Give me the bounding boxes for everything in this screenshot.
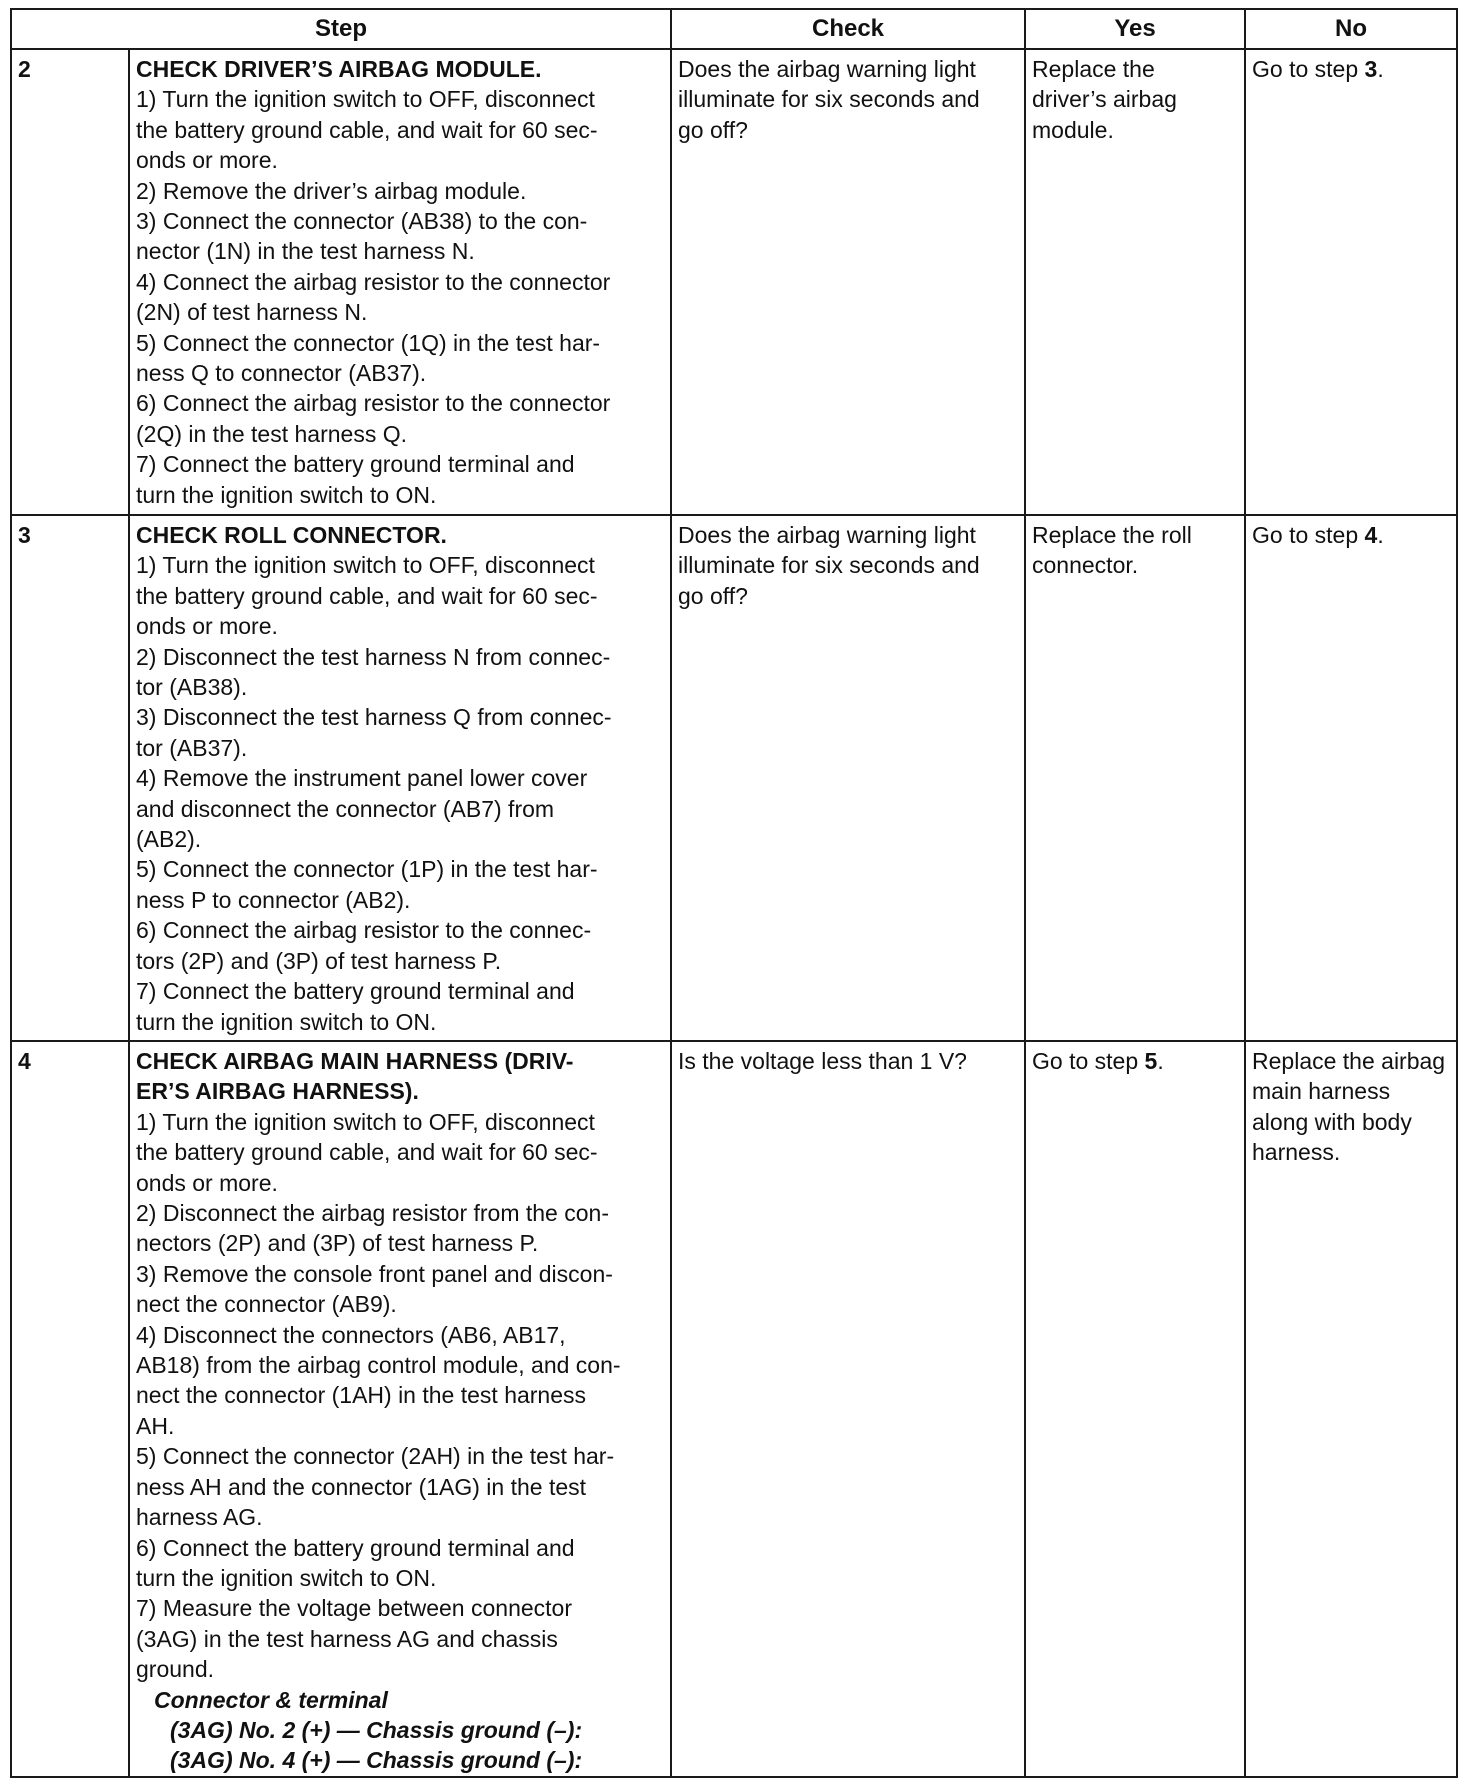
step-number: 4 <box>11 1041 129 1777</box>
instruction-line: 2) Remove the driver’s airbag module. <box>136 177 527 204</box>
instruction-line: 4) Connect the airbag resistor to the connector <box>136 268 611 295</box>
instruction-line: 7) Measure the voltage between connector <box>136 1595 572 1622</box>
check-line: illuminate for six seconds and <box>678 552 980 579</box>
instruction-line: 1) Turn the ignition switch to OFF, disconnect <box>136 86 595 113</box>
instruction-line: tor (AB37). <box>136 734 248 761</box>
no-suffix: . <box>1377 56 1384 82</box>
instruction-line: 1) Turn the ignition switch to OFF, disconnect <box>136 552 595 579</box>
table-row <box>11 1041 1457 1777</box>
step-instructions <box>129 515 671 1041</box>
no-cell <box>1245 515 1457 1041</box>
instruction-line: 5) Connect the connector (1Q) in the test har- <box>136 329 601 356</box>
instruction-line: 7) Connect the battery ground terminal and <box>136 978 575 1005</box>
no-text: Go to step <box>1252 522 1365 548</box>
instruction-line: (2N) of test harness N. <box>136 299 368 326</box>
yes-cell <box>1025 49 1245 515</box>
no-line: harness. <box>1252 1139 1341 1166</box>
instruction-line: ness AH and the connector (1AG) in the test <box>136 1473 587 1500</box>
instruction-line: tors (2P) and (3P) of test harness P. <box>136 947 502 974</box>
step-title: ER’S AIRBAG HARNESS). <box>136 1078 419 1105</box>
step-title: CHECK DRIVER’S AIRBAG MODULE. <box>136 56 542 82</box>
step-instructions <box>129 1041 671 1777</box>
step-instructions <box>129 49 671 515</box>
instruction-line: 4) Remove the instrument panel lower cover <box>136 765 588 792</box>
check-line: Does the airbag warning light <box>678 522 976 548</box>
instruction-line: the battery ground cable, and wait for 60 sec- <box>136 1139 598 1166</box>
step-title: CHECK AIRBAG MAIN HARNESS (DRIV- <box>136 1048 574 1074</box>
check-cell <box>671 1041 1025 1777</box>
instruction-line: AB18) from the airbag control module, and con- <box>136 1352 621 1379</box>
connector-terminal-heading: Connector & terminal <box>154 1686 388 1713</box>
instruction-line: AH. <box>136 1412 175 1439</box>
no-step-ref: 3 <box>1364 56 1378 82</box>
instruction-line: the battery ground cable, and wait for 60 sec- <box>136 116 598 143</box>
yes-suffix: . <box>1157 1048 1164 1074</box>
instruction-line: (3AG) in the test harness AG and chassis <box>136 1625 558 1652</box>
check-line: illuminate for six seconds and <box>678 86 980 113</box>
instruction-line: nect the connector (AB9). <box>136 1291 397 1318</box>
yes-line: module. <box>1032 116 1114 143</box>
yes-text: Go to step <box>1032 1048 1145 1074</box>
instruction-line: 3) Connect the connector (AB38) to the con- <box>136 208 588 235</box>
instruction-line: 6) Connect the airbag resistor to the connec- <box>136 917 592 944</box>
instruction-line: 7) Connect the battery ground terminal and <box>136 451 575 478</box>
instruction-line: (AB2). <box>136 826 202 853</box>
no-cell <box>1245 1041 1457 1777</box>
instruction-line: turn the ignition switch to ON. <box>136 1008 437 1035</box>
instruction-line: and disconnect the connector (AB7) from <box>136 795 555 822</box>
yes-line: driver’s airbag <box>1032 86 1177 113</box>
instruction-line: harness AG. <box>136 1504 263 1531</box>
instruction-line: nectors (2P) and (3P) of test harness P. <box>136 1230 539 1257</box>
instruction-line: ground. <box>136 1656 215 1683</box>
header-check: Check <box>671 9 1025 49</box>
table-row <box>11 515 1457 1041</box>
diagnostic-table <box>10 8 1458 1778</box>
yes-line: connector. <box>1032 552 1139 579</box>
instruction-line: 3) Disconnect the test harness Q from connec- <box>136 704 612 731</box>
step-title: CHECK ROLL CONNECTOR. <box>136 522 447 548</box>
step-number: 2 <box>11 49 129 515</box>
no-cell <box>1245 49 1457 515</box>
instruction-line: 1) Turn the ignition switch to OFF, disconnect <box>136 1108 595 1135</box>
connector-terminal-line: (3AG) No. 4 (+) — Chassis ground (–): <box>170 1747 583 1774</box>
instruction-line: onds or more. <box>136 1169 278 1196</box>
instruction-line: 6) Connect the airbag resistor to the connector <box>136 390 611 417</box>
header-yes: Yes <box>1025 9 1245 49</box>
step-number: 3 <box>11 515 129 1041</box>
instruction-line: 5) Connect the connector (2AH) in the test har- <box>136 1443 615 1470</box>
instruction-line: ness P to connector (AB2). <box>136 886 411 913</box>
no-suffix: . <box>1377 522 1384 548</box>
instruction-line: 2) Disconnect the airbag resistor from the con- <box>136 1200 609 1227</box>
instruction-line: onds or more. <box>136 613 278 640</box>
header-no: No <box>1245 9 1457 49</box>
yes-line: Replace the roll <box>1032 522 1192 548</box>
no-step-ref: 4 <box>1364 522 1378 548</box>
instruction-line: 3) Remove the console front panel and discon- <box>136 1260 613 1287</box>
no-line: Replace the airbag <box>1252 1048 1446 1074</box>
instruction-line: turn the ignition switch to ON. <box>136 481 437 508</box>
instruction-line: 5) Connect the connector (1P) in the test har- <box>136 856 598 883</box>
check-line: Does the airbag warning light <box>678 56 976 82</box>
check-line: go off? <box>678 116 748 143</box>
no-text: Go to step <box>1252 56 1365 82</box>
instruction-line: onds or more. <box>136 147 278 174</box>
connector-terminal-line: (3AG) No. 2 (+) — Chassis ground (–): <box>170 1716 583 1743</box>
yes-cell <box>1025 515 1245 1041</box>
header-step: Step <box>11 9 671 49</box>
instruction-line: tor (AB38). <box>136 674 248 701</box>
instruction-line: turn the ignition switch to ON. <box>136 1564 437 1591</box>
instruction-line: 6) Connect the battery ground terminal and <box>136 1534 575 1561</box>
check-cell <box>671 49 1025 515</box>
no-line: along with body <box>1252 1108 1412 1135</box>
yes-line: Replace the <box>1032 56 1155 82</box>
table-row <box>11 49 1457 515</box>
instruction-line: nect the connector (1AH) in the test harness <box>136 1382 587 1409</box>
header-row <box>11 9 1457 49</box>
no-line: main harness <box>1252 1078 1391 1105</box>
instruction-line: nector (1N) in the test harness N. <box>136 238 475 265</box>
instruction-line: 2) Disconnect the test harness N from connec- <box>136 643 611 670</box>
yes-step-ref: 5 <box>1144 1048 1158 1074</box>
instruction-line: ness Q to connector (AB37). <box>136 360 427 387</box>
yes-cell <box>1025 1041 1245 1777</box>
instruction-line: 4) Disconnect the connectors (AB6, AB17, <box>136 1321 566 1348</box>
check-line: Is the voltage less than 1 V? <box>678 1048 967 1074</box>
instruction-line: the battery ground cable, and wait for 60 sec- <box>136 582 598 609</box>
instruction-line: (2Q) in the test harness Q. <box>136 420 408 447</box>
check-cell <box>671 515 1025 1041</box>
check-line: go off? <box>678 582 748 609</box>
